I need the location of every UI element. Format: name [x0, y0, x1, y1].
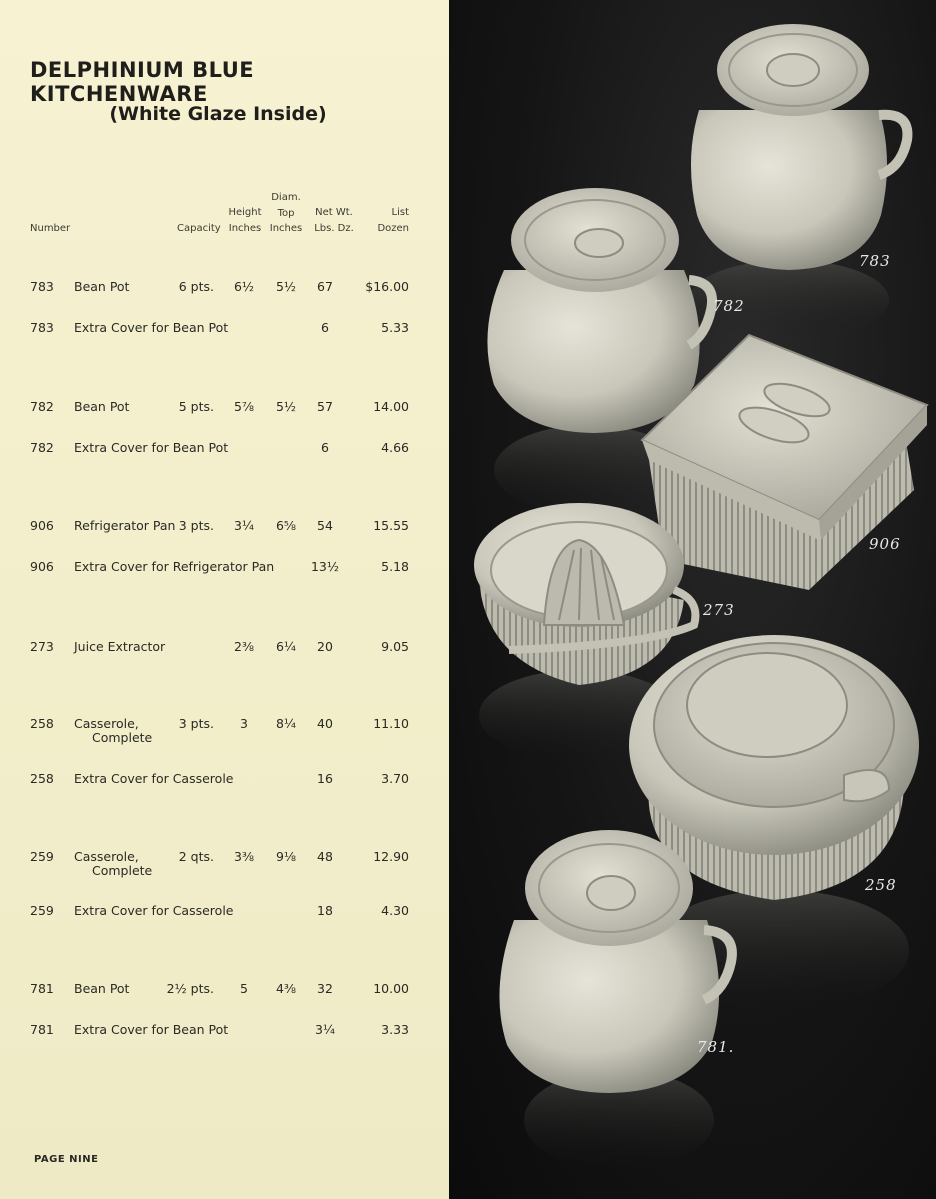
row-height: 3 — [240, 716, 248, 731]
row-desc-continued: Complete — [92, 730, 153, 745]
row-desc: Refrigerator Pan — [74, 518, 176, 533]
row-list: 5.33 — [381, 320, 409, 335]
row-desc: Extra Cover for Casserole — [74, 771, 234, 786]
row-capacity: 5 pts. — [178, 399, 214, 414]
row-height: 6½ — [233, 279, 255, 294]
row-list: 10.00 — [373, 981, 409, 996]
row-diam: 8¼ — [275, 716, 297, 731]
row-netwt: 57 — [317, 399, 333, 414]
kitchenware-photo-illustration — [449, 0, 936, 1199]
row-height: 3⅜ — [233, 849, 255, 864]
row-list: 5.18 — [381, 559, 409, 574]
row-capacity: 2 qts. — [178, 849, 214, 864]
row-number: 906 — [30, 559, 54, 574]
header-number: Number — [30, 223, 71, 234]
header-capacity: Capacity — [177, 223, 221, 234]
header-net-weight: Net Wt. Lbs. Dz. — [314, 207, 354, 234]
row-netwt: 40 — [317, 716, 333, 731]
row-diam: 6⅝ — [275, 518, 297, 533]
header-list-price: List Dozen — [377, 207, 409, 234]
row-netwt: 18 — [317, 903, 333, 918]
row-height: 5 — [240, 981, 248, 996]
row-diam: 5½ — [275, 399, 297, 414]
row-number: 258 — [30, 771, 54, 786]
photo-label-782: 782 — [713, 297, 745, 315]
row-number: 259 — [30, 903, 54, 918]
row-list: 14.00 — [373, 399, 409, 414]
bean-pot-781 — [499, 830, 731, 1170]
row-height: 3¼ — [233, 518, 255, 533]
bean-pot-783 — [689, 24, 907, 340]
row-netwt: 32 — [317, 981, 333, 996]
row-netwt: 6 — [321, 440, 329, 455]
row-diam: 6¼ — [275, 639, 297, 654]
photo-label-781: 781. — [697, 1038, 735, 1056]
row-number: 783 — [30, 279, 54, 294]
row-number: 273 — [30, 639, 54, 654]
row-list: 15.55 — [373, 518, 409, 533]
row-list: $16.00 — [365, 279, 409, 294]
row-desc: Casserole, — [74, 849, 139, 864]
row-diam: 4⅜ — [275, 981, 297, 996]
row-netwt: 3¼ — [314, 1022, 336, 1037]
product-photo — [449, 0, 936, 1199]
row-number: 781 — [30, 981, 54, 996]
row-list: 9.05 — [381, 639, 409, 654]
row-netwt: 48 — [317, 849, 333, 864]
page-footer: PAGE NINE — [34, 1154, 99, 1165]
row-netwt: 54 — [317, 518, 333, 533]
row-desc: Extra Cover for Bean Pot — [74, 320, 229, 335]
row-desc: Extra Cover for Bean Pot — [74, 440, 229, 455]
row-number: 259 — [30, 849, 54, 864]
row-netwt: 16 — [317, 771, 333, 786]
row-number: 782 — [30, 440, 54, 455]
row-desc-continued: Complete — [92, 863, 153, 878]
row-list: 3.33 — [381, 1022, 409, 1037]
row-height: 5⅞ — [233, 399, 255, 414]
row-netwt: 6 — [321, 320, 329, 335]
row-netwt: 67 — [317, 279, 333, 294]
row-desc: Casserole, — [74, 716, 139, 731]
row-desc: Extra Cover for Bean Pot — [74, 1022, 229, 1037]
row-diam: 5½ — [275, 279, 297, 294]
row-list: 11.10 — [373, 716, 409, 731]
row-number: 906 — [30, 518, 54, 533]
header-diameter: Diam. Top Inches — [269, 192, 303, 234]
row-capacity: 3 pts. — [178, 518, 214, 533]
row-list: 4.30 — [381, 903, 409, 918]
row-capacity: 3 pts. — [178, 716, 214, 731]
page-subtitle: (White Glaze Inside) — [109, 103, 327, 125]
row-list: 4.66 — [381, 440, 409, 455]
page-title: DELPHINIUM BLUE KITCHENWARE — [30, 58, 255, 106]
photo-label-906: 906 — [869, 535, 901, 553]
row-list: 12.90 — [373, 849, 409, 864]
row-netwt: 20 — [317, 639, 333, 654]
row-number: 783 — [30, 320, 54, 335]
row-desc: Juice Extractor — [74, 639, 166, 654]
row-diam: 9⅛ — [275, 849, 297, 864]
row-list: 3.70 — [381, 771, 409, 786]
price-list-page — [0, 0, 449, 1199]
row-capacity: 2½ pts. — [166, 981, 214, 996]
row-capacity: 6 pts. — [178, 279, 214, 294]
row-desc: Bean Pot — [74, 981, 130, 996]
photo-label-783: 783 — [859, 252, 891, 270]
photo-label-258: 258 — [865, 876, 897, 894]
row-desc: Bean Pot — [74, 279, 130, 294]
header-height: Height Inches — [228, 207, 262, 234]
row-number: 781 — [30, 1022, 54, 1037]
row-height: 2⅜ — [233, 639, 255, 654]
row-desc: Extra Cover for Casserole — [74, 903, 234, 918]
row-number: 782 — [30, 399, 54, 414]
photo-label-273: 273 — [703, 601, 735, 619]
row-desc: Bean Pot — [74, 399, 130, 414]
row-netwt: 13½ — [310, 559, 340, 574]
row-number: 258 — [30, 716, 54, 731]
row-desc: Extra Cover for Refrigerator Pan — [74, 559, 275, 574]
